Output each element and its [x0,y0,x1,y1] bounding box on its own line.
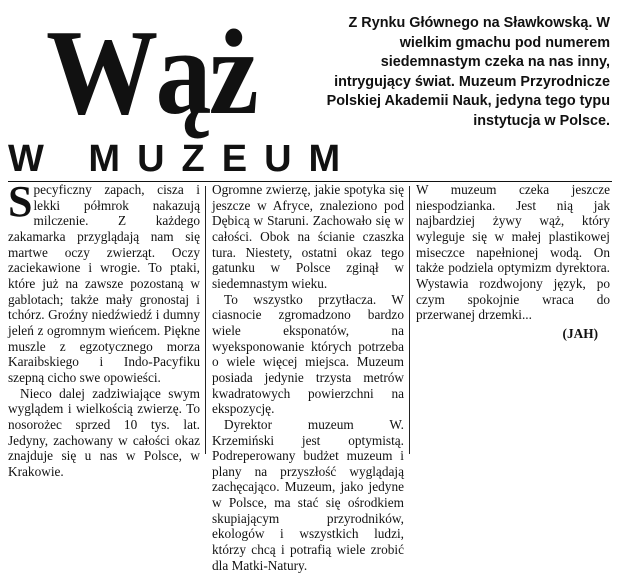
body-column-1 [8,177,200,479]
column-2-paragraph-2: To wszystko przytłacza. W ciasnocie zgromadzono bardzo wiele eksponatów, na wyeksponowanie których potrzeba o wiele więcej miejsca. Muzeum posiada jedynie trzysta metrów kwadratowych powierzchni na ekspozycję. [212,291,404,417]
lead-paragraph: Z Rynku Głównego na Sławkowską. W wielkim gmachu pod numerem siedemnastym czeka na nas inny, intrygujący świat. Muzeum Przyrodnicze Polskiej Akademii Nauk, jedyna tego typu instytucja w Polsce. [326,15,610,129]
column-2-paragraph-1: Ogromne zwierzę, jakie spotyka się jeszcze w Afryce, znaleziono pod Dębicą w Staruni. Zachowało się w całości. Obok na ścianie czaszka tura. Niestety, ostatni okaz tego gatunku w Polsce zginął w siedemnastym wieku. [212,182,404,291]
headline-title: Wąż [46,5,256,140]
column-3-paragraph-1: W muzeum czeka jeszcze niespodzianka. Jest nią jak najbardziej żywy wąż, który wyleguje się w małej plastikowej miseczce napełnionej wodą. On także podziela optymizm dyrektora. Wystawia rozdwojony język, po czym spokojnie wraca do przerwanej drzemki... [416,182,610,323]
drop-cap: S [8,177,33,226]
column-1-paragraph-1-text: pecyficzny zapach, cisza i lekki półmrok nakazują milczenie. Z każdego zakamarka przyglądają nam się martwe oczy zwierząt. Oczy zaciekawione i wrogie. To ptaki, które już na zawsze pozostaną w gablotach; także mały gronostaj i tchórz. Groźny niedźwiedź i dumny jeleń z ogromnym wieńcem. Piękne muszle z egzotycznego morza Karaibskiego i Indo-Pacyfiku szepną cicho swe opowieści. [8,182,200,385]
column-1-paragraph-2: Nieco dalej zadziwiające swym wyglądem i wielkością zwierzę. To nosorożec sprzed 10 tys. lat. Jedyny, zachowany w całości okaz znajduje się u nas w Polsce, w Krakowie. [8,385,200,479]
author-signature: (JAH) [562,325,598,341]
column-1-paragraph-1 [8,177,200,386]
column-divider-2 [409,186,410,454]
body-column-2 [212,182,404,573]
headline-subtitle: W MUZEUM [8,138,358,180]
body-column-3 [416,182,610,456]
column-divider-1 [205,186,206,454]
column-2-paragraph-3: Dyrektor muzeum W. Krzemiński jest optymistą. Podreperowany budżet muzeum i plany na przyszłość wyglądają zachęcająco. Muzeum, jako jedyne w Polsce, ma stać się ośrodkiem skupiającym przyrodników, ekologów i wszystkich ludzi, którzy chcą i potrafią wiele zrobić dla Matki-Natury. [212,416,404,573]
